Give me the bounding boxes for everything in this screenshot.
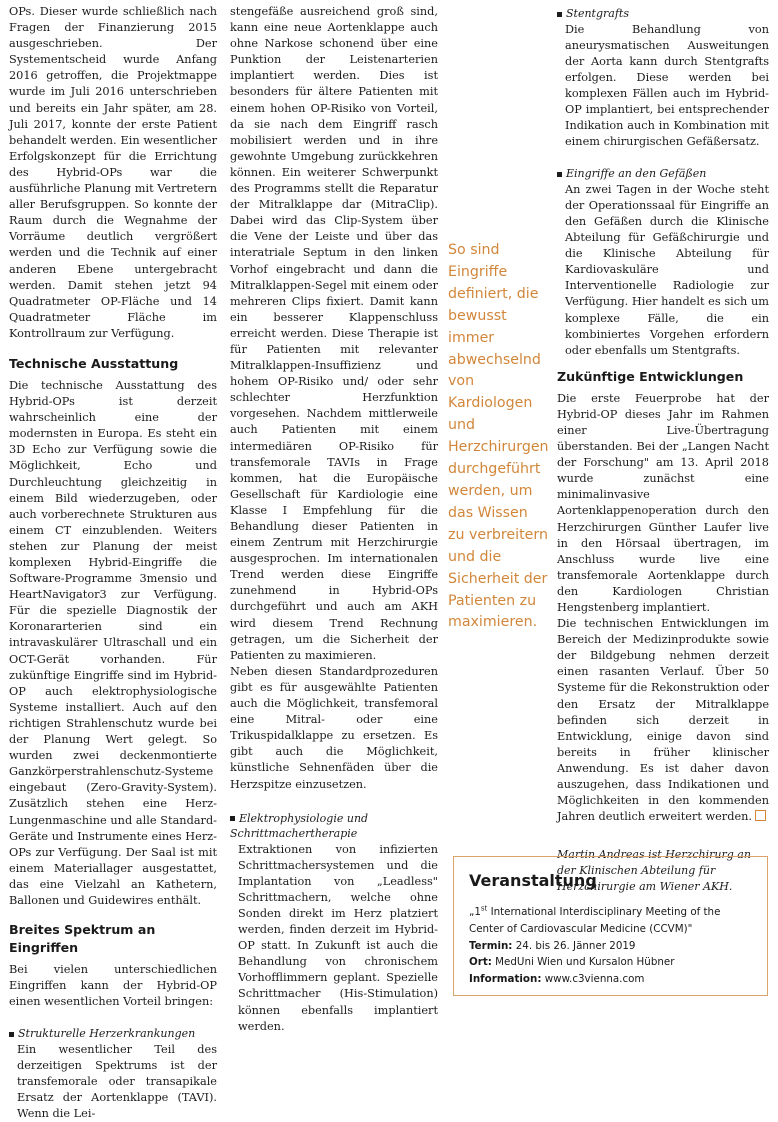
subheading-stentgrafts bbox=[557, 6, 769, 22]
event-name-pre: „1 bbox=[469, 906, 481, 918]
event-ort-label: Ort: bbox=[469, 956, 492, 969]
event-ort bbox=[469, 954, 752, 971]
column-4 bbox=[557, 0, 769, 895]
paragraph-struktur: Ein wesentlicher Teil des derzeitigen Spektrums ist der transfemorale oder transapikale Ersatz der Aortenklappe (TAVI). Wenn die Lei- bbox=[17, 1042, 217, 1121]
event-name-sup: st bbox=[480, 904, 488, 913]
event-title: Veranstaltung bbox=[469, 871, 597, 890]
event-name bbox=[469, 904, 752, 938]
bullet-icon bbox=[557, 172, 562, 177]
paragraph-intro: OPs. Dieser wurde schließlich nach Fragen der Finanzierung 2015 ausgeschrieben. Der Systementscheid wurde Anfang 2016 getroffen, die Projektmappe wurde im Juli 2016 unterschrieben und bereits ein Jahr später, am 28. Juli 2017, konnte der erste Patient behandelt werden. Ein wesentlicher Erfolgskonzept für die Errichtung des Hybrid-OPs war die ausführliche Planung mit Vertretern aller Berufsgruppen. So konnte der Raum durch die Wegnahme der Vorräume deutlich vergrößert werden und die Technik auf einer anderen Ebene untergebracht werden. Damit stehen jetzt 94 Quadratmeter OP-Fläche und 14 Quadratmeter Fläche im Kontrollraum zur Verfügung. bbox=[9, 5, 217, 340]
bullet-icon bbox=[230, 816, 235, 821]
paragraph-elektro: Extraktionen von infizierten Schrittmachersystemen und die Implantation von „Leadless" Schrittmachern, welche ohne Sonden direkt im Herz platziert werden, finden derzeit im Hybrid-OP statt. In Zukunft ist auch die Behandlung von chronischem Vorhofflimmern geplant. Spezielle Schrittmacher (His-Stimulation) können ebenfalls implantiert werden. bbox=[238, 842, 438, 1033]
subheading-gefaesse bbox=[557, 166, 769, 182]
paragraph-technik: Die technische Ausstattung des Hybrid-OPs ist derzeit wahrscheinlich eine der modernsten in Europa. Es steht ein 3D Echo zur Verfügung sowie die Möglichkeit, Echo und Durchleuchtung gleichzeitig in einem Bild wiederzugeben, oder auch vorberechnete Strukturen aus einem CT einzublenden. Weiters stehen zur Planung der meist komplexen Hybrid-Eingriffe die Software-Programme 3mensio und HeartNavigator3 zur Verfügung. Für die spezielle Diagnostik der Koronararterien sind ein intravaskulärer Ultraschall und ein OCT-Gerät vorhanden. Für zukünftige Eingriffe sind im Hybrid-OP auch elektrophysiologische Systeme installiert. Auch auf den richtigen Strahlenschutz wurde bei der Planung Wert gelegt. So wurden zwei deckenmontierte Ganzkörperstrahlenschutz-Systeme eingebaut (Zero-Gravity-System). Zusätzlich stehen eine Herz-Lungenmaschine und alle Standard-Geräte und Instrumente eines Herz-OPs zur Verfügung. Der Saal ist mit einem Materiallager ausgestattet, das eine Vielzahl an Kathetern, Ballonen und Guidewires enthält. bbox=[9, 378, 217, 907]
end-mark-icon bbox=[755, 810, 766, 821]
subheading-stentgrafts-text: Stentgrafts bbox=[566, 7, 629, 20]
event-ort-value: MedUni Wien und Kursalon Hübner bbox=[491, 956, 675, 969]
subheading-elektro-text: Elektrophysiologie und Schrittmachertherapie bbox=[230, 811, 369, 841]
subheading-gefaesse-text: Eingriffe an den Gefäßen bbox=[566, 167, 707, 181]
paragraph-standard: Neben diesen Standardprozeduren gibt es für ausgewählte Patienten auch die Möglichkeit, transfemoral eine Mitral- oder eine Trikuspidalklappe zu ersetzen. Es gibt auch die Möglichkeit, künstliche Sehnenfäden über die Herzspitze einzusetzen. bbox=[230, 664, 438, 791]
paragraph-zukunft-2 bbox=[557, 616, 769, 825]
subheading-strukturelle bbox=[9, 1026, 217, 1042]
column-1 bbox=[9, 0, 217, 1122]
event-info bbox=[469, 971, 752, 988]
column-2 bbox=[230, 0, 438, 1035]
event-termin-value: 24. bis 26. Jänner 2019 bbox=[512, 939, 636, 952]
event-box bbox=[453, 856, 768, 996]
author-note: Martin Andreas ist Herzchirurg an der Klinischen Abteilung für Herzchirurgie am Wiener AKH. bbox=[557, 848, 751, 894]
pull-quote-column bbox=[448, 240, 548, 634]
event-info-label: Information: bbox=[469, 973, 542, 986]
pull-quote: So sind Eingriffe definiert, die bewusst immer abwechselnd von Kardiologen und Herzchirurgen durchgeführt werden, um das Wissen zu verbreitern und die Sicherheit der Patienten zu maximieren. bbox=[448, 242, 549, 631]
paragraph-continuation: stengefäße ausreichend groß sind, kann eine neue Aortenklappe auch ohne Narkose schonend über eine Punktion der Leistenarterien implantiert werden. Dies ist besonders für ältere Patienten mit einem hohen OP-Risiko von Vorteil, da sie nach dem Eingriff rasch mobilisiert werden und in ihre gewohnte Umgebung zurückkehren können. Ein weiterer Schwerpunkt des Programms stellt die Reparatur der Mitralklappe dar (MitraClip). Dabei wird das Clip-System über die Vene der Leiste und über das interatriale Septum in den linken Vorhof eingebracht und dann die Mitralklappen-Segel mit einem oder mehreren Clips fixiert. Damit kann ein besserer Klappenschluss erreicht werden. Diese Therapie ist für Patienten mit relevanter Mitralklappen-Insuffizienz und hohem OP-Risiko und/ oder sehr schlechter Herzfunktion vorgesehen. Nachdem mittlerweile auch Patienten mit einem intermediären OP-Risiko für transfemorale TAVIs in Frage kommen, hat die Europäische Gesellschaft für Kardiologie eine Klasse I Empfehlung für die Behandlung dieser Patienten in einem Zentrum mit Herzchirurgie ausgesprochen. Im internationalen Trend werden diese Eingriffe zunehmend in Hybrid-OPs durchgeführt und auch am AKH wird diesem Trend Rechnung getragen, um die Sicherheit der Patienten zu maximieren. bbox=[230, 5, 438, 662]
paragraph-zukunft-1: Die erste Feuerprobe hat der Hybrid-OP dieses Jahr im Rahmen einer Live-Übertragung überstanden. Bei der „Langen Nacht der Forschung" am 13. April 2018 wurde zunächst eine minimalinvasive Aortenklappenoperation durch den Herzchirurgen Günther Laufer live in den Hörsaal übertragen, im Anschluss wurde live eine transfemorale Aortenklappe durch den Kardiologen Christian Hengstenberg implantiert. bbox=[557, 391, 769, 614]
paragraph-spektrum: Bei vielen unterschiedlichen Eingriffen kann der Hybrid-OP einen wesentlichen Vorteil bringen: bbox=[9, 963, 217, 1009]
subheading-strukturelle-text: Strukturelle Herzerkrankungen bbox=[18, 1027, 196, 1041]
paragraph-gefaesse: An zwei Tagen in der Woche steht der Operationssaal für Eingriffe an den Gefäßen durch die Klinische Abteilung für Gefäßchirurgie und die Klinische Abteilung für Kardiovaskuläre und Interventionelle Radiologie zur Verfügung. Hier handelt es sich um komplexe Fälle, die ein kombiniertes Vorgehen erfordern oder ebenfalls um Stentgrafts. bbox=[565, 182, 769, 357]
heading-breites-spektrum: Breites Spektrum an Eingriffen bbox=[9, 922, 156, 956]
event-termin bbox=[469, 938, 752, 955]
event-info-link[interactable]: www.c3vienna.com bbox=[541, 973, 645, 986]
paragraph-stent: Die Behandlung von aneurysmatischen Ausweitungen der Aorta kann durch Stentgrafts erfolgen. Diese werden bei komplexen Fällen auch im Hybrid-OP implantiert, bei entsprechender Indikation auch in Kombination mit einem chirurgischen Gefäßersatz. bbox=[565, 22, 769, 149]
paragraph-zukunft-2-text: Die technischen Entwicklungen im Bereich der Medizinprodukte sowie der Bildgebung nehmen derzeit einen rasanten Verlauf. Über 50 Systeme für die Rekonstruktion oder den Ersatz der Mitralklappe befinden sich derzeit in Entwicklung, einige davon sind bereits in früher klinischer Anwendung. Es ist daher davon auszugehen, dass Indikationen und Möglichkeiten in den kommenden Jahren deutlich erweitert werden. bbox=[557, 617, 769, 824]
subheading-elektro bbox=[230, 811, 438, 842]
heading-zukuenftige: Zukünftige Entwicklungen bbox=[557, 368, 744, 384]
bullet-icon bbox=[9, 1032, 14, 1037]
event-name-post: International Interdisciplinary Meeting of the Center of Cardiovascular Medicine (CCVM)" bbox=[469, 906, 721, 935]
heading-technische-ausstattung: Technische Ausstattung bbox=[9, 355, 179, 371]
event-termin-label: Termin: bbox=[469, 939, 513, 952]
bullet-icon bbox=[557, 12, 562, 17]
